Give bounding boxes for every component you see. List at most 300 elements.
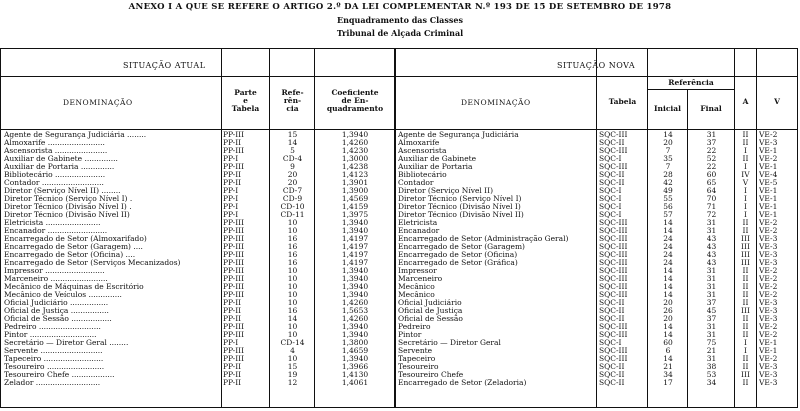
cell-v: VE-3 xyxy=(759,299,778,307)
cell-coef: 1,4197 xyxy=(341,235,369,243)
cell-pt: PP-II xyxy=(223,179,242,187)
cell-den: Oficial de Sessão ................. xyxy=(4,315,112,323)
cell-den: Tesoureiro Chefe .................. xyxy=(4,371,115,379)
cell-v: VE-3 xyxy=(759,307,778,315)
cell-tab: SQC-II xyxy=(599,179,625,187)
cell-tab: SQC-III xyxy=(599,291,628,299)
cell-fin: 43 xyxy=(706,235,717,243)
cell-v: VE-1 xyxy=(759,163,778,171)
cell-tab: SQC-III xyxy=(599,347,628,355)
cell-pt: PP-II xyxy=(223,315,242,323)
cell-coef: 1,3940 xyxy=(341,283,369,291)
cell-ref: 20 xyxy=(287,179,298,187)
cell-a: III xyxy=(741,371,750,379)
table-row xyxy=(1,219,797,227)
table-row xyxy=(1,259,797,267)
cell-tab: SQC-II xyxy=(599,363,625,371)
cell-fin: 34 xyxy=(706,379,717,387)
cell-v: VE-2 xyxy=(759,291,778,299)
cell-ini: 14 xyxy=(663,355,673,363)
cell-tab: SQC-III xyxy=(599,243,628,251)
cell-ini: 34 xyxy=(663,371,673,379)
cell-pt: PP-III xyxy=(223,251,245,259)
cell-den: Almoxarife ........................ xyxy=(4,139,105,147)
cell-pt: PP-III xyxy=(223,355,245,363)
cell-coef: 1,3975 xyxy=(341,211,369,219)
table-row xyxy=(1,155,797,163)
cell-ref: 9 xyxy=(290,163,295,171)
cell-coef: 1,5653 xyxy=(341,307,369,315)
cell-v: VE-2 xyxy=(759,331,778,339)
cell-tab: SQC-II xyxy=(599,379,625,387)
cell-ref: CD-4 xyxy=(282,155,303,163)
cell-tab: SQC-I xyxy=(599,155,622,163)
cell-fin: 64 xyxy=(706,187,717,195)
cell-v: VE-3 xyxy=(759,139,778,147)
cell-pt: PP-I xyxy=(223,187,239,195)
cell-ref: 10 xyxy=(287,299,298,307)
row-divider xyxy=(648,89,734,90)
cell-ref: 16 xyxy=(287,251,298,259)
cell-den-n: Diretor (Serviço Nível II) xyxy=(398,187,494,195)
cell-den-n: Bibliotecário xyxy=(398,171,447,179)
cell-den-n: Almoxarife xyxy=(398,139,440,147)
cell-coef: 1,4197 xyxy=(341,251,369,259)
cell-tab: SQC-II xyxy=(599,307,625,315)
cell-den: Diretor Técnico (Divisão Nível I) . xyxy=(4,203,132,211)
cell-ref: 16 xyxy=(287,243,298,251)
cell-v: VE-2 xyxy=(759,355,778,363)
cell-a: II xyxy=(742,283,749,291)
cell-pt: PP-II xyxy=(223,307,242,315)
cell-tab: SQC-III xyxy=(599,275,628,283)
cell-ref: 12 xyxy=(287,379,298,387)
cell-a: I xyxy=(744,147,747,155)
cell-tab: SQC-II xyxy=(599,299,625,307)
cell-tab: SQC-I xyxy=(599,339,622,347)
cell-a: II xyxy=(742,299,749,307)
cell-ref: 5 xyxy=(290,147,295,155)
table-row xyxy=(1,179,797,187)
table-row xyxy=(1,139,797,147)
cell-ref: 14 xyxy=(287,315,298,323)
cell-v: VE-3 xyxy=(759,371,778,379)
cell-ref: 16 xyxy=(287,259,298,267)
cell-a: I xyxy=(744,195,747,203)
cell-pt: PP-I xyxy=(223,339,239,347)
cell-pt: PP-III xyxy=(223,235,245,243)
cell-a: I xyxy=(744,203,747,211)
cell-den: Bibliotecário ..................... xyxy=(4,171,106,179)
cell-v: VE-2 xyxy=(759,219,778,227)
cell-fin: 22 xyxy=(706,147,717,155)
group-situacao-atual: SITUAÇÃO ATUAL xyxy=(123,61,206,70)
table-row xyxy=(1,307,797,315)
cell-pt: PP-II xyxy=(223,363,242,371)
cell-den-n: Auxiliar de Gabinete xyxy=(398,155,477,163)
row-divider xyxy=(1,76,797,77)
cell-coef: 1,3940 xyxy=(341,323,369,331)
cell-fin: 37 xyxy=(706,315,717,323)
col-a: A xyxy=(742,97,749,106)
cell-pt: PP-III xyxy=(223,259,245,267)
cell-pt: PP-III xyxy=(223,163,245,171)
cell-v: VE-3 xyxy=(759,363,778,371)
cell-coef: 1,3800 xyxy=(341,339,369,347)
tribunal-name: Tribunal de Alçada Criminal xyxy=(336,28,464,38)
cell-tab: SQC-III xyxy=(599,219,628,227)
cell-ref: CD-14 xyxy=(280,339,305,347)
cell-pt: PP-III xyxy=(223,147,245,155)
cell-fin: 75 xyxy=(706,339,717,347)
cell-pt: PP-II xyxy=(223,379,242,387)
cell-coef: 1,3940 xyxy=(341,227,369,235)
cell-pt: PP-III xyxy=(223,323,245,331)
cell-pt: PP-II xyxy=(223,139,242,147)
cell-v: VE-3 xyxy=(759,315,778,323)
cell-den-n: Impressor xyxy=(398,267,437,275)
cell-den: Encarregado de Setor (Serviços Mecanizados) xyxy=(4,259,181,267)
cell-tab: SQC-II xyxy=(599,139,625,147)
cell-pt: PP-III xyxy=(223,347,245,355)
cell-coef: 1,3940 xyxy=(341,267,369,275)
group-situacao-nova: SITUAÇÃO NOVA xyxy=(557,61,636,70)
table-row xyxy=(1,339,797,347)
cell-tab: SQC-I xyxy=(599,195,622,203)
cell-den-n: Diretor Técnico (Serviço Nível I) xyxy=(398,195,522,203)
cell-a: III xyxy=(741,235,750,243)
cell-fin: 60 xyxy=(706,171,717,179)
cell-ini: 60 xyxy=(663,339,673,347)
cell-coef: 1,4159 xyxy=(341,203,369,211)
cell-tab: SQC-III xyxy=(599,355,628,363)
cell-den: Secretário — Diretor Geral ........ xyxy=(4,339,129,347)
cell-den-n: Oficial de Justiça xyxy=(398,307,463,315)
cell-a: II xyxy=(742,291,749,299)
cell-ini: 20 xyxy=(663,299,673,307)
cell-fin: 31 xyxy=(706,323,717,331)
table-row xyxy=(1,163,797,171)
col-denominacao-atual: DENOMINAÇÃO xyxy=(63,98,133,107)
cell-a: II xyxy=(742,155,749,163)
cell-den: Eletricista ....................... xyxy=(4,219,101,227)
cell-pt: PP-III xyxy=(223,331,245,339)
cell-den: Encarregado de Setor (Garagem) .... xyxy=(4,243,143,251)
cell-v: VE-4 xyxy=(759,171,778,179)
cell-pt: PP-II xyxy=(223,171,242,179)
table-row xyxy=(1,227,797,235)
cell-pt: PP-II xyxy=(223,299,242,307)
cell-coef: 1,3900 xyxy=(341,187,369,195)
cell-den-n: Encarregado de Setor (Zeladoria) xyxy=(398,379,527,387)
cell-ini: 55 xyxy=(663,195,673,203)
cell-fin: 43 xyxy=(706,259,717,267)
cell-coef: 1,4123 xyxy=(341,171,369,179)
cell-den-n: Encarregado de Setor (Administração Geral) xyxy=(398,235,569,243)
cell-pt: PP-I xyxy=(223,155,239,163)
cell-v: VE-2 xyxy=(759,155,778,163)
table-row xyxy=(1,187,797,195)
cell-tab: SQC-II xyxy=(599,171,625,179)
table-row xyxy=(1,147,797,155)
cell-coef: 1,4260 xyxy=(341,299,369,307)
table-row xyxy=(1,323,797,331)
document-subtitle: Enquadramento das Classes xyxy=(337,15,463,25)
cell-den: Auxiliar de Portaria .............. xyxy=(4,163,115,171)
cell-ini: 14 xyxy=(663,291,673,299)
cell-den: Encanador ......................... xyxy=(4,227,108,235)
col-denominacao-nova: DENOMINAÇÃO xyxy=(461,98,531,107)
cell-a: II xyxy=(742,267,749,275)
cell-ini: 14 xyxy=(663,267,673,275)
cell-ini: 14 xyxy=(663,323,673,331)
classes-table xyxy=(0,48,798,408)
cell-fin: 31 xyxy=(706,291,717,299)
col-inicial: Inicial xyxy=(654,104,681,113)
cell-ini: 24 xyxy=(663,259,673,267)
cell-ini: 21 xyxy=(663,363,673,371)
cell-v: VE-3 xyxy=(759,379,778,387)
cell-den: Servente .......................... xyxy=(4,347,103,355)
col-parte-tabela: Parte e Tabela xyxy=(231,88,260,113)
cell-den: Pedreiro .......................... xyxy=(4,323,101,331)
cell-den: Auxiliar de Gabinete .............. xyxy=(4,155,118,163)
cell-v: VE-1 xyxy=(759,211,778,219)
cell-a: II xyxy=(742,355,749,363)
cell-fin: 37 xyxy=(706,299,717,307)
col-final: Final xyxy=(700,104,722,113)
cell-den-n: Oficial de Sessão xyxy=(398,315,463,323)
cell-coef: 1,4659 xyxy=(341,347,369,355)
cell-coef: 1,4260 xyxy=(341,139,369,147)
cell-coef: 1,4197 xyxy=(341,259,369,267)
cell-v: VE-1 xyxy=(759,203,778,211)
cell-pt: PP-III xyxy=(223,227,245,235)
cell-ini: 24 xyxy=(663,243,673,251)
cell-tab: SQC-III xyxy=(599,251,628,259)
cell-a: II xyxy=(742,363,749,371)
cell-ref: 16 xyxy=(287,235,298,243)
cell-ref: 10 xyxy=(287,323,298,331)
cell-coef: 1,4230 xyxy=(341,147,369,155)
cell-tab: SQC-I xyxy=(599,187,622,195)
cell-ini: 17 xyxy=(663,379,673,387)
cell-v: VE-2 xyxy=(759,227,778,235)
cell-den-n: Secretário — Diretor Geral xyxy=(398,339,501,347)
cell-fin: 31 xyxy=(706,267,717,275)
cell-den-n: Tesoureiro Chefe xyxy=(398,371,464,379)
cell-v: VE-1 xyxy=(759,195,778,203)
cell-fin: 65 xyxy=(706,179,717,187)
col-v: V xyxy=(774,97,780,106)
table-row xyxy=(1,203,797,211)
cell-v: VE-5 xyxy=(759,179,778,187)
cell-pt: PP-I xyxy=(223,203,239,211)
cell-den: Tesoureiro ........................ xyxy=(4,363,105,371)
table-row xyxy=(1,171,797,179)
cell-ref: 10 xyxy=(287,275,298,283)
cell-a: V xyxy=(742,179,749,187)
cell-v: VE-2 xyxy=(759,323,778,331)
cell-den: Agente de Segurança Judiciária ........ xyxy=(4,131,147,139)
cell-ref: 14 xyxy=(287,139,298,147)
cell-ini: 35 xyxy=(663,155,673,163)
cell-den-n: Contador xyxy=(398,179,434,187)
cell-den-n: Mecânico xyxy=(398,283,435,291)
cell-fin: 31 xyxy=(706,331,717,339)
cell-den-n: Eletricista xyxy=(398,219,438,227)
cell-ini: 26 xyxy=(663,307,673,315)
cell-ref: 4 xyxy=(290,347,295,355)
cell-ini: 14 xyxy=(663,283,673,291)
col-referencia: Refe- rên- cia xyxy=(281,88,304,113)
cell-den: Mecânico de Veículos .............. xyxy=(4,291,122,299)
cell-ref: 10 xyxy=(287,355,298,363)
cell-fin: 31 xyxy=(706,283,717,291)
cell-den: Encarregado de Setor (Almoxarifado) xyxy=(4,235,147,243)
cell-v: VE-1 xyxy=(759,187,778,195)
cell-den-n: Oficial Judiciário xyxy=(398,299,462,307)
cell-ini: 57 xyxy=(663,211,673,219)
table-row xyxy=(1,283,797,291)
cell-a: II xyxy=(742,219,749,227)
table-row xyxy=(1,291,797,299)
cell-pt: PP-II xyxy=(223,371,242,379)
cell-pt: PP-III xyxy=(223,275,245,283)
cell-ref: 16 xyxy=(287,307,298,315)
table-row xyxy=(1,195,797,203)
cell-fin: 52 xyxy=(706,155,717,163)
cell-ref: 15 xyxy=(287,131,298,139)
cell-fin: 31 xyxy=(706,219,717,227)
cell-tab: SQC-I xyxy=(599,203,622,211)
cell-a: IV xyxy=(741,171,750,179)
cell-den-n: Encanador xyxy=(398,227,440,235)
cell-a: II xyxy=(742,323,749,331)
cell-pt: PP-III xyxy=(223,219,245,227)
cell-v: VE-3 xyxy=(759,235,778,243)
table-row xyxy=(1,331,797,339)
cell-coef: 1,3000 xyxy=(341,155,369,163)
cell-tab: SQC-II xyxy=(599,371,625,379)
cell-den-n: Encarregado de Setor (Gráfica) xyxy=(398,259,518,267)
cell-ini: 20 xyxy=(663,315,673,323)
cell-a: III xyxy=(741,307,750,315)
cell-ini: 7 xyxy=(665,163,671,171)
cell-tab: SQC-II xyxy=(599,315,625,323)
cell-den: Encarregado de Setor (Oficina) .... xyxy=(4,251,136,259)
cell-den-n: Auxiliar de Portaria xyxy=(398,163,473,171)
table-body xyxy=(1,131,797,387)
cell-den-n: Pedreiro xyxy=(398,323,431,331)
cell-pt: PP-III xyxy=(223,131,245,139)
cell-ref: CD-7 xyxy=(282,187,303,195)
cell-a: II xyxy=(742,331,749,339)
cell-a: I xyxy=(744,347,747,355)
cell-fin: 31 xyxy=(706,131,717,139)
cell-v: VE-2 xyxy=(759,275,778,283)
cell-ini: 20 xyxy=(663,139,673,147)
cell-ini: 14 xyxy=(663,331,673,339)
table-row xyxy=(1,131,797,139)
cell-a: I xyxy=(744,339,747,347)
cell-ini: 14 xyxy=(663,227,673,235)
cell-a: II xyxy=(742,315,749,323)
cell-coef: 1,3901 xyxy=(341,179,369,187)
cell-v: VE-3 xyxy=(759,243,778,251)
cell-pt: PP-I xyxy=(223,211,239,219)
cell-a: II xyxy=(742,379,749,387)
table-row xyxy=(1,371,797,379)
cell-den: Oficial de Justiça ................ xyxy=(4,307,109,315)
cell-fin: 71 xyxy=(706,203,717,211)
col-referencia-nova: Referência xyxy=(668,78,714,87)
cell-fin: 21 xyxy=(706,347,717,355)
cell-tab: SQC-III xyxy=(599,163,628,171)
cell-v: VE-1 xyxy=(759,339,778,347)
cell-tab: SQC-III xyxy=(599,259,628,267)
cell-coef: 1,3940 xyxy=(341,219,369,227)
cell-coef: 1,4238 xyxy=(341,163,369,171)
table-row xyxy=(1,267,797,275)
cell-den: Mecânico de Máquinas de Escritório xyxy=(4,283,144,291)
cell-den-n: Tesoureiro xyxy=(398,363,439,371)
cell-coef: 1,3940 xyxy=(341,331,369,339)
cell-fin: 22 xyxy=(706,163,717,171)
cell-tab: SQC-I xyxy=(599,211,622,219)
cell-fin: 31 xyxy=(706,355,717,363)
cell-den-n: Tapeceiro xyxy=(398,355,436,363)
cell-den-n: Diretor Técnico (Divisão Nível I) xyxy=(398,203,521,211)
cell-fin: 38 xyxy=(706,363,717,371)
cell-den-n: Ascensorista xyxy=(398,147,447,155)
cell-a: I xyxy=(744,187,747,195)
cell-fin: 43 xyxy=(706,251,717,259)
cell-ini: 56 xyxy=(663,203,673,211)
cell-den-n: Marceneiro xyxy=(398,275,443,283)
cell-den-n: Diretor Técnico (Divisão Nível II) xyxy=(398,211,524,219)
document-title: ANEXO I A QUE SE REFERE O ARTIGO 2.º DA LEI COMPLEMENTAR N.º 193 DE 15 DE SETEMBRO DE 1978 xyxy=(128,2,672,12)
cell-ini: 49 xyxy=(663,187,673,195)
cell-den: Diretor (Serviço Nível II) ........ xyxy=(4,187,121,195)
cell-coef: 1,3940 xyxy=(341,355,369,363)
col-coeficiente: Coeficiente de En- quadramento xyxy=(326,88,384,113)
cell-pt: PP-III xyxy=(223,291,245,299)
cell-a: II xyxy=(742,275,749,283)
cell-tab: SQC-III xyxy=(599,147,628,155)
cell-den-n: Pintor xyxy=(398,331,422,339)
cell-pt: PP-III xyxy=(223,267,245,275)
cell-coef: 1,3966 xyxy=(341,363,369,371)
cell-a: I xyxy=(744,163,747,171)
cell-pt: PP-I xyxy=(223,195,239,203)
table-row xyxy=(1,211,797,219)
cell-v: VE-2 xyxy=(759,131,778,139)
cell-v: VE-3 xyxy=(759,251,778,259)
cell-coef: 1,4569 xyxy=(341,195,369,203)
cell-tab: SQC-III xyxy=(599,323,628,331)
cell-tab: SQC-III xyxy=(599,227,628,235)
table-row xyxy=(1,315,797,323)
cell-v: VE-2 xyxy=(759,283,778,291)
cell-a: III xyxy=(741,251,750,259)
cell-fin: 31 xyxy=(706,275,717,283)
cell-v: VE-2 xyxy=(759,267,778,275)
cell-a: II xyxy=(742,131,749,139)
cell-fin: 31 xyxy=(706,227,717,235)
cell-den: Marceneiro ........................ xyxy=(4,275,108,283)
cell-v: VE-1 xyxy=(759,347,778,355)
